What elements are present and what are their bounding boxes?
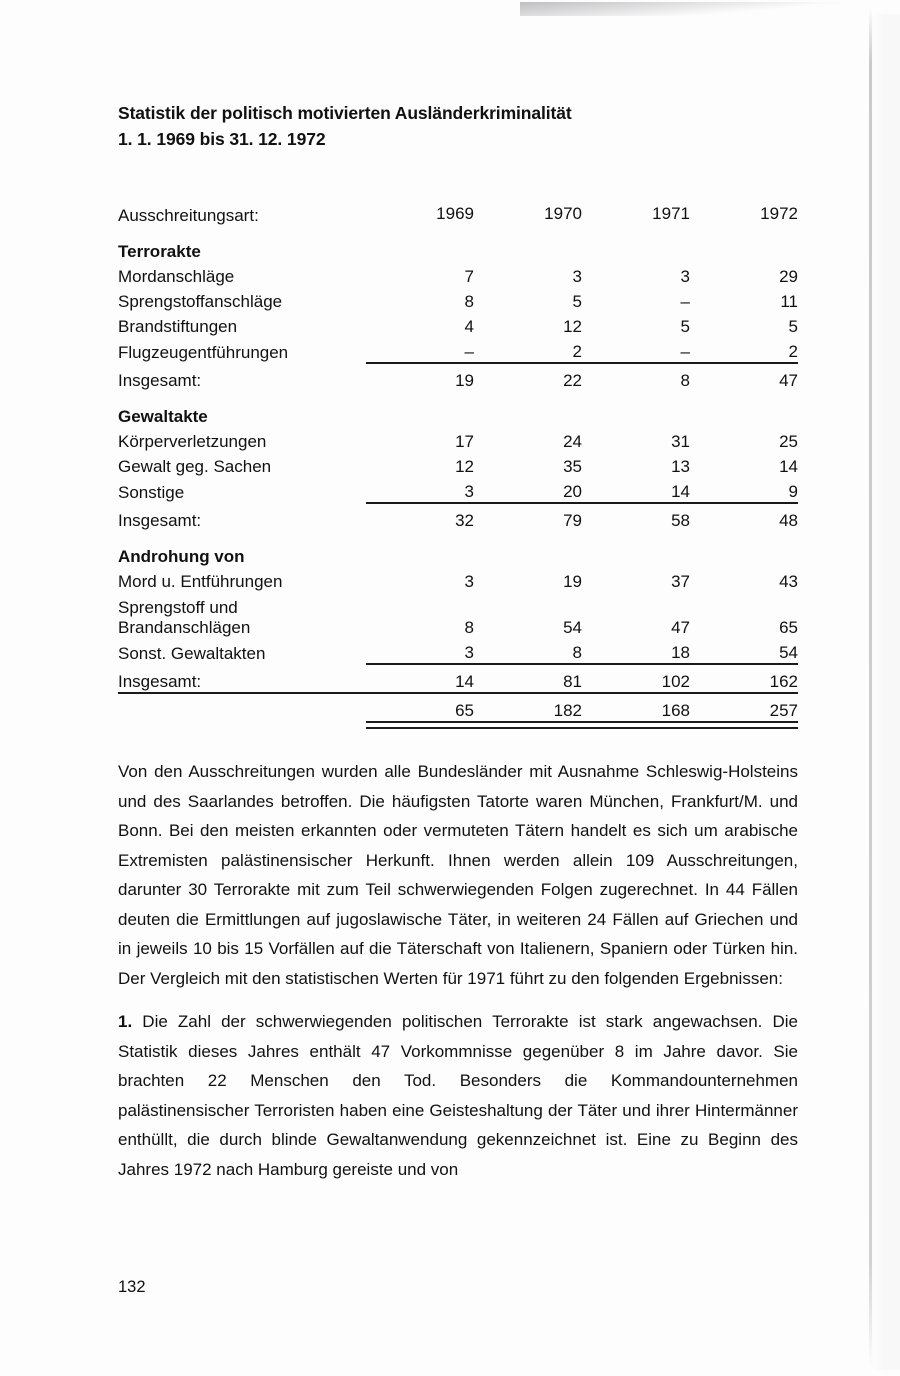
cell-1969: 3: [464, 572, 474, 591]
cell-1969: 17: [455, 432, 474, 451]
total-1972: 47: [690, 363, 798, 391]
total-1969: 32: [366, 503, 474, 531]
row-label: Mordanschläge: [118, 267, 235, 286]
total-1970: 79: [474, 503, 582, 531]
cell-1972: 54: [779, 643, 798, 662]
section-heading-row: [118, 531, 798, 567]
cell-1969: 8: [464, 292, 474, 311]
cell-1971: 47: [671, 618, 690, 637]
cell-1969: 12: [455, 457, 474, 476]
row-label: Körperverletzungen: [118, 432, 267, 451]
column-header-1970: 1970: [544, 204, 582, 223]
total-1970: 81: [474, 664, 582, 693]
total-1971: 58: [582, 503, 690, 531]
scan-edge-right-line: [869, 8, 872, 1368]
column-header-1969: 1969: [436, 204, 474, 223]
cell-1972: 9: [788, 482, 798, 501]
table-row: [118, 262, 798, 287]
total-1970: 22: [474, 363, 582, 391]
total-label: Insgesamt:: [118, 371, 202, 390]
row-label: [118, 592, 366, 638]
column-header-1972: 1972: [760, 204, 798, 223]
title-line-1: Statistik der politisch motivierten Ausländerkriminalität: [118, 103, 572, 123]
paragraph-2: [118, 1007, 798, 1184]
cell-1971: 5: [680, 317, 690, 336]
row-label: Sprengstoffanschläge: [118, 292, 283, 311]
cell-1969: 8: [464, 618, 474, 637]
cell-1971: 13: [671, 457, 690, 476]
row-label: Flugzeugentführungen: [118, 343, 289, 362]
section-total-row: [118, 664, 798, 693]
grand-total-label: [118, 693, 366, 722]
cell-1971: 18: [671, 643, 690, 662]
row-label: Sonst. Gewaltakten: [118, 644, 266, 663]
section-heading-gewaltakte: Gewaltakte: [118, 407, 208, 426]
title-line-2: 1. 1. 1969 bis 31. 12. 1972: [118, 129, 326, 149]
total-1969: 14: [366, 664, 474, 693]
cell-1969: 4: [464, 317, 474, 336]
page-content: [118, 0, 798, 1184]
table-row: [118, 452, 798, 477]
cell-1972: 11: [780, 292, 798, 311]
grand-total-1971: 168: [582, 693, 690, 722]
total-1972: 162: [690, 664, 798, 693]
table-row: [118, 427, 798, 452]
total-1972: 48: [690, 503, 798, 531]
total-1971: 102: [582, 664, 690, 693]
page-number: 132: [118, 1278, 146, 1296]
table-row: [118, 592, 798, 638]
cell-1970: 12: [563, 317, 582, 336]
statistics-table: [118, 194, 798, 729]
cell-1970: 24: [563, 432, 582, 451]
grand-total-1970: 182: [474, 693, 582, 722]
cell-1969: 7: [464, 267, 474, 286]
cell-1970: 8: [572, 643, 582, 662]
table-row: [118, 312, 798, 337]
section-heading-row: [118, 391, 798, 427]
cell-1972: 65: [779, 618, 798, 637]
table-row: [118, 477, 798, 503]
grand-total-1969: 65: [366, 693, 474, 722]
table-row: [118, 567, 798, 592]
table-row: [118, 337, 798, 363]
grand-total-1972: 257: [690, 693, 798, 722]
cell-1969: 3: [464, 482, 474, 501]
section-total-row: [118, 503, 798, 531]
cell-1971: 31: [671, 432, 690, 451]
cell-1971: 37: [671, 572, 690, 591]
row-label-line1: Sprengstoff und: [118, 598, 238, 617]
section-heading-terrorakte: Terrorakte: [118, 242, 201, 261]
row-label: Gewalt geg. Sachen: [118, 457, 272, 476]
paragraph-2-text: Die Zahl der schwerwiegenden politischen Terrorakte ist stark angewachsen. Die Statistik dieses Jahres enthält 47 Vorkommnisse gegenüber 8 im Jahre davor. Sie brachten 22 Menschen den Tod. Besonders die Kommandounternehmen palästinensischer Terroristen haben eine Geisteshaltung der Täter und ihrer Hintermänner enthüllt, die durch blinde Gewaltanwendung gekennzeichnet ist. Eine zu Beginn des Jahres 1972 nach Hamburg gereiste und von: [118, 1012, 798, 1179]
total-label: Insgesamt:: [118, 511, 202, 530]
cell-1970: 2: [572, 342, 582, 361]
cell-1970: 20: [563, 482, 582, 501]
cell-1971: –: [680, 342, 690, 361]
cell-1970: 3: [572, 267, 582, 286]
total-1969: 19: [366, 363, 474, 391]
cell-1972: 5: [788, 317, 798, 336]
cell-1972: 14: [779, 457, 798, 476]
cell-1972: 2: [788, 342, 798, 361]
table-bottom-double-rule: [118, 722, 798, 728]
row-label: Sonstige: [118, 483, 185, 502]
cell-1970: 54: [563, 618, 582, 637]
column-header-1971: 1971: [652, 204, 690, 223]
scan-edge-right-fade: [874, 14, 900, 1370]
cell-1970: 5: [572, 292, 582, 311]
cell-1972: 29: [779, 267, 798, 286]
table-row: [118, 638, 798, 664]
row-label: Brandstiftungen: [118, 317, 238, 336]
paragraph-1: Von den Ausschreitungen wurden alle Bundesländer mit Ausnahme Schleswig-Holsteins und des Saarlandes betroffen. Die häufigsten Tatorte waren München, Frankfurt/M. und Bonn. Bei den meisten erkannten oder vermuteten Tätern handelt es sich um arabische Extremisten palästinensischer Herkunft. Ihnen werden allein 109 Ausschreitungen, darunter 30 Terrorakte mit zum Teil schwerwiegenden Folgen zugerechnet. In 44 Fällen deuten die Ermittlungen auf jugoslawische Täter, in weiteren 24 Fällen auf Griechen und in jeweils 10 bis 15 Vorfällen auf die Täterschaft von Italienern, Spaniern oder Türken hin. Der Vergleich mit den statistischen Werten für 1971 führt zu den folgenden Ergebnissen:: [118, 762, 798, 988]
cell-1970: 35: [563, 457, 582, 476]
grand-total-row: [118, 693, 798, 722]
total-label: Insgesamt:: [118, 672, 202, 691]
section-heading-row: [118, 226, 798, 262]
cell-1969: 3: [464, 643, 474, 662]
paragraph-2-marker: 1.: [118, 1012, 133, 1031]
column-header-category: Ausschreitungsart:: [118, 206, 259, 225]
body-text: [118, 757, 798, 1184]
section-total-row: [118, 363, 798, 391]
cell-1972: 43: [779, 572, 798, 591]
cell-1972: 25: [779, 432, 798, 451]
cell-1971: –: [680, 292, 690, 311]
table-row: [118, 287, 798, 312]
table-header-row: [118, 194, 798, 226]
page-title: [118, 100, 798, 152]
total-1971: 8: [582, 363, 690, 391]
cell-1971: 3: [680, 267, 690, 286]
cell-1971: 14: [671, 482, 690, 501]
section-heading-androhung-von: Androhung von: [118, 547, 245, 566]
row-label: Mord u. Entführungen: [118, 572, 283, 591]
row-label-line2: Brandanschlägen: [118, 618, 251, 637]
cell-1970: 19: [563, 572, 582, 591]
cell-1969: –: [464, 342, 474, 361]
